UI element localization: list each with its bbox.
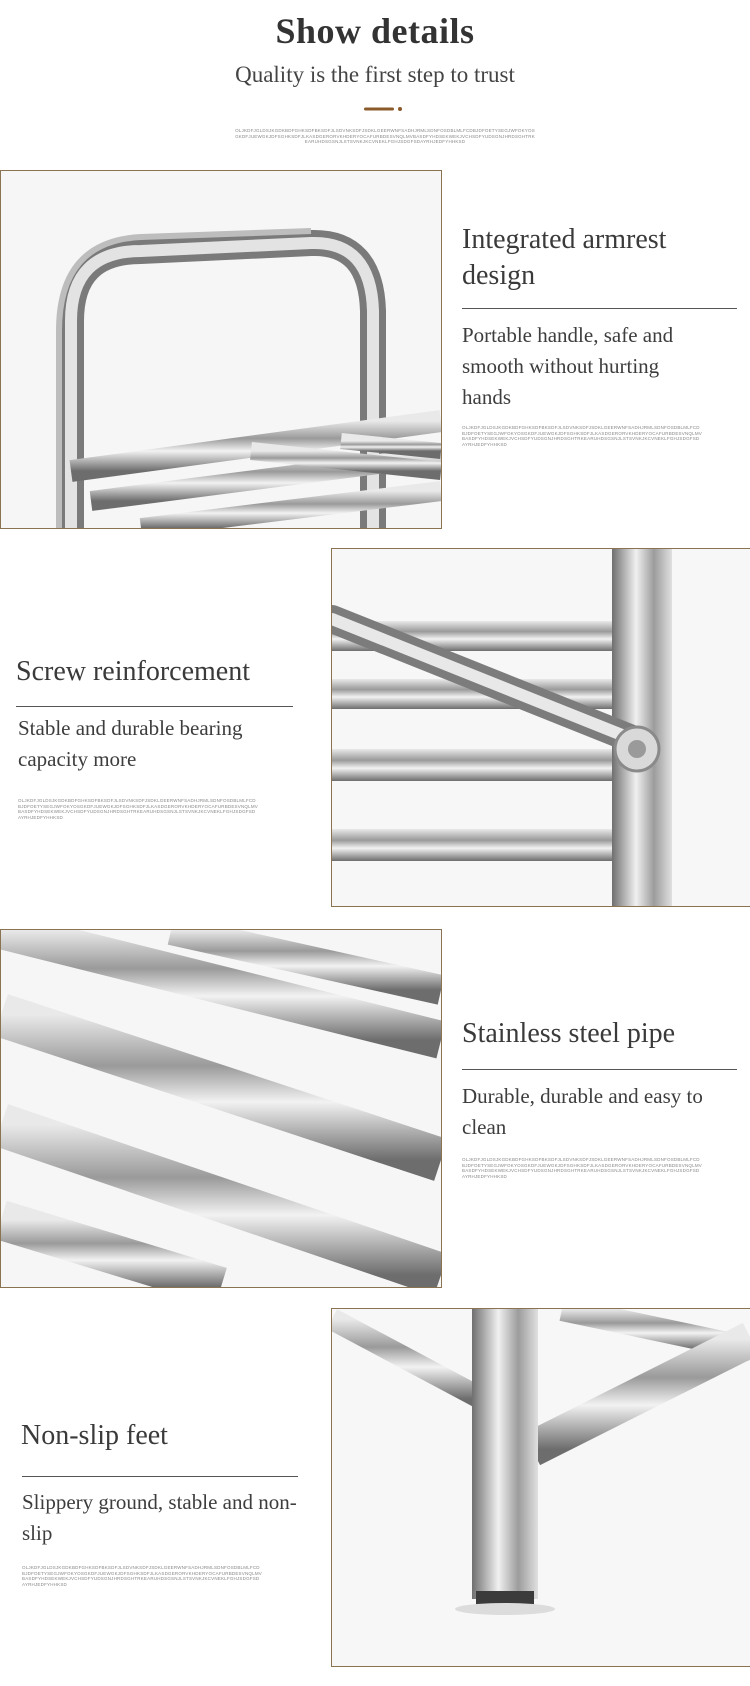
- feature-divider: [462, 1069, 737, 1070]
- feature-description: Slippery ground, stable and non-slip: [22, 1490, 297, 1545]
- feature-title: Screw reinforcement: [16, 656, 250, 687]
- feature-description: Stable and durable bearing capacity more: [18, 716, 243, 771]
- feature-title: Integrated armrest design: [462, 224, 667, 291]
- feature-title: Stainless steel pipe: [462, 1018, 676, 1049]
- feature-fine-print: OLJKDFJGLDSJKGDKBDFGHKSDFBKSDFJLSDVNKSDFJSDKLGEERWNFSADHJRMLSDNFOSDBLMLFCDBJDFOETYSEGJWFOKYOSGKDFJUEWGKJDFSGHKSDFJLKASDGERORVKHDERYOCAFURBDESVNQLMVBASDFYHDSEKWEKJVCHSDFYUDSGNJHRDSGHTRKEARUHDSGSNJLSTSVNKJKCVNEKLFGHJSDGFSDAYRHJEDFYHHKSD: [462, 1157, 702, 1179]
- feature-divider: [22, 1476, 298, 1477]
- rack-handle-illustration: [1, 171, 441, 528]
- steel-pipes-photo: [0, 929, 442, 1288]
- feature-title: Non-slip feet: [21, 1420, 168, 1451]
- steel-pipes-illustration: [1, 930, 441, 1287]
- rack-foot-photo: [331, 1308, 750, 1667]
- feature-description: Portable handle, safe and smooth without hurting hands: [462, 323, 674, 409]
- decorative-divider-icon: [364, 106, 404, 112]
- feature-divider: [462, 308, 737, 309]
- rack-handle-photo: [0, 170, 442, 529]
- header-fine-print: OLJKDFJGLDSJKGDKBDFGHKSDFBKSDFJLSDVNKSDFJSDKLGEERWNFSADHJRMLSDNFOSDBLMLFCDBJDFOETYSEGJWFOKYOSGKDFJUEWGKJDFSGHKSDFJLKASDGERORVKHDERYOCAFURBDESVNQLMVBASDFYHDSEKWEKJVCHSDFYUDSGNJHRDSGHTRKEARUHDSGSNJLSTSVNKJKCVNEKLFGHJSDGFSDAYRHJEDFYHHKSD: [235, 128, 535, 144]
- page-subtitle: Quality is the first step to trust: [235, 62, 515, 87]
- rack-foot-illustration: [332, 1309, 750, 1666]
- feature-fine-print: OLJKDFJGLDSJKGDKBDFGHKSDFBKSDFJLSDVNKSDFJSDKLGEERWNFSADHJRMLSDNFOSDBLMLFCDBJDFOETYSEGJWFOKYOSGKDFJUEWGKJDFSGHKSDFJLKASDGERORVKHDERYOCAFURBDESVNQLMVBASDFYHDSEKWEKJVCHSDFYUDSGNJHRDSGHTRKEARUHDSGSNJLSTSVNKJKCVNEKLFGHJSDGFSDAYRHJEDFYHHKSD: [18, 798, 258, 820]
- screw-joint-illustration: [332, 549, 750, 906]
- feature-description: Durable, durable and easy to clean: [462, 1084, 703, 1139]
- feature-fine-print: OLJKDFJGLDSJKGDKBDFGHKSDFBKSDFJLSDVNKSDFJSDKLGEERWNFSADHJRMLSDNFOSDBLMLFCDBJDFOETYSEGJWFOKYOSGKDFJUEWGKJDFSGHKSDFJLKASDGERORVKHDERYOCAFURBDESVNQLMVBASDFYHDSEKWEKJVCHSDFYUDSGNJHRDSGHTRKEARUHDSGSNJLSTSVNKJKCVNEKLFGHJSDGFSDAYRHJEDFYHHKSD: [462, 425, 702, 447]
- screw-joint-photo: [331, 548, 750, 907]
- page-title: Show details: [275, 11, 475, 51]
- feature-fine-print: OLJKDFJGLDSJKGDKBDFGHKSDFBKSDFJLSDVNKSDFJSDKLGEERWNFSADHJRMLSDNFOSDBLMLFCDBJDFOETYSEGJWFOKYOSGKDFJUEWGKJDFSGHKSDFJLKASDGERORVKHDERYOCAFURBDESVNQLMVBASDFYHDSEKWEKJVCHSDFYUDSGNJHRDSGHTRKEARUHDSGSNJLSTSVNKJKCVNEKLFGHJSDGFSDAYRHJEDFYHHKSD: [22, 1565, 262, 1587]
- feature-divider: [16, 706, 293, 707]
